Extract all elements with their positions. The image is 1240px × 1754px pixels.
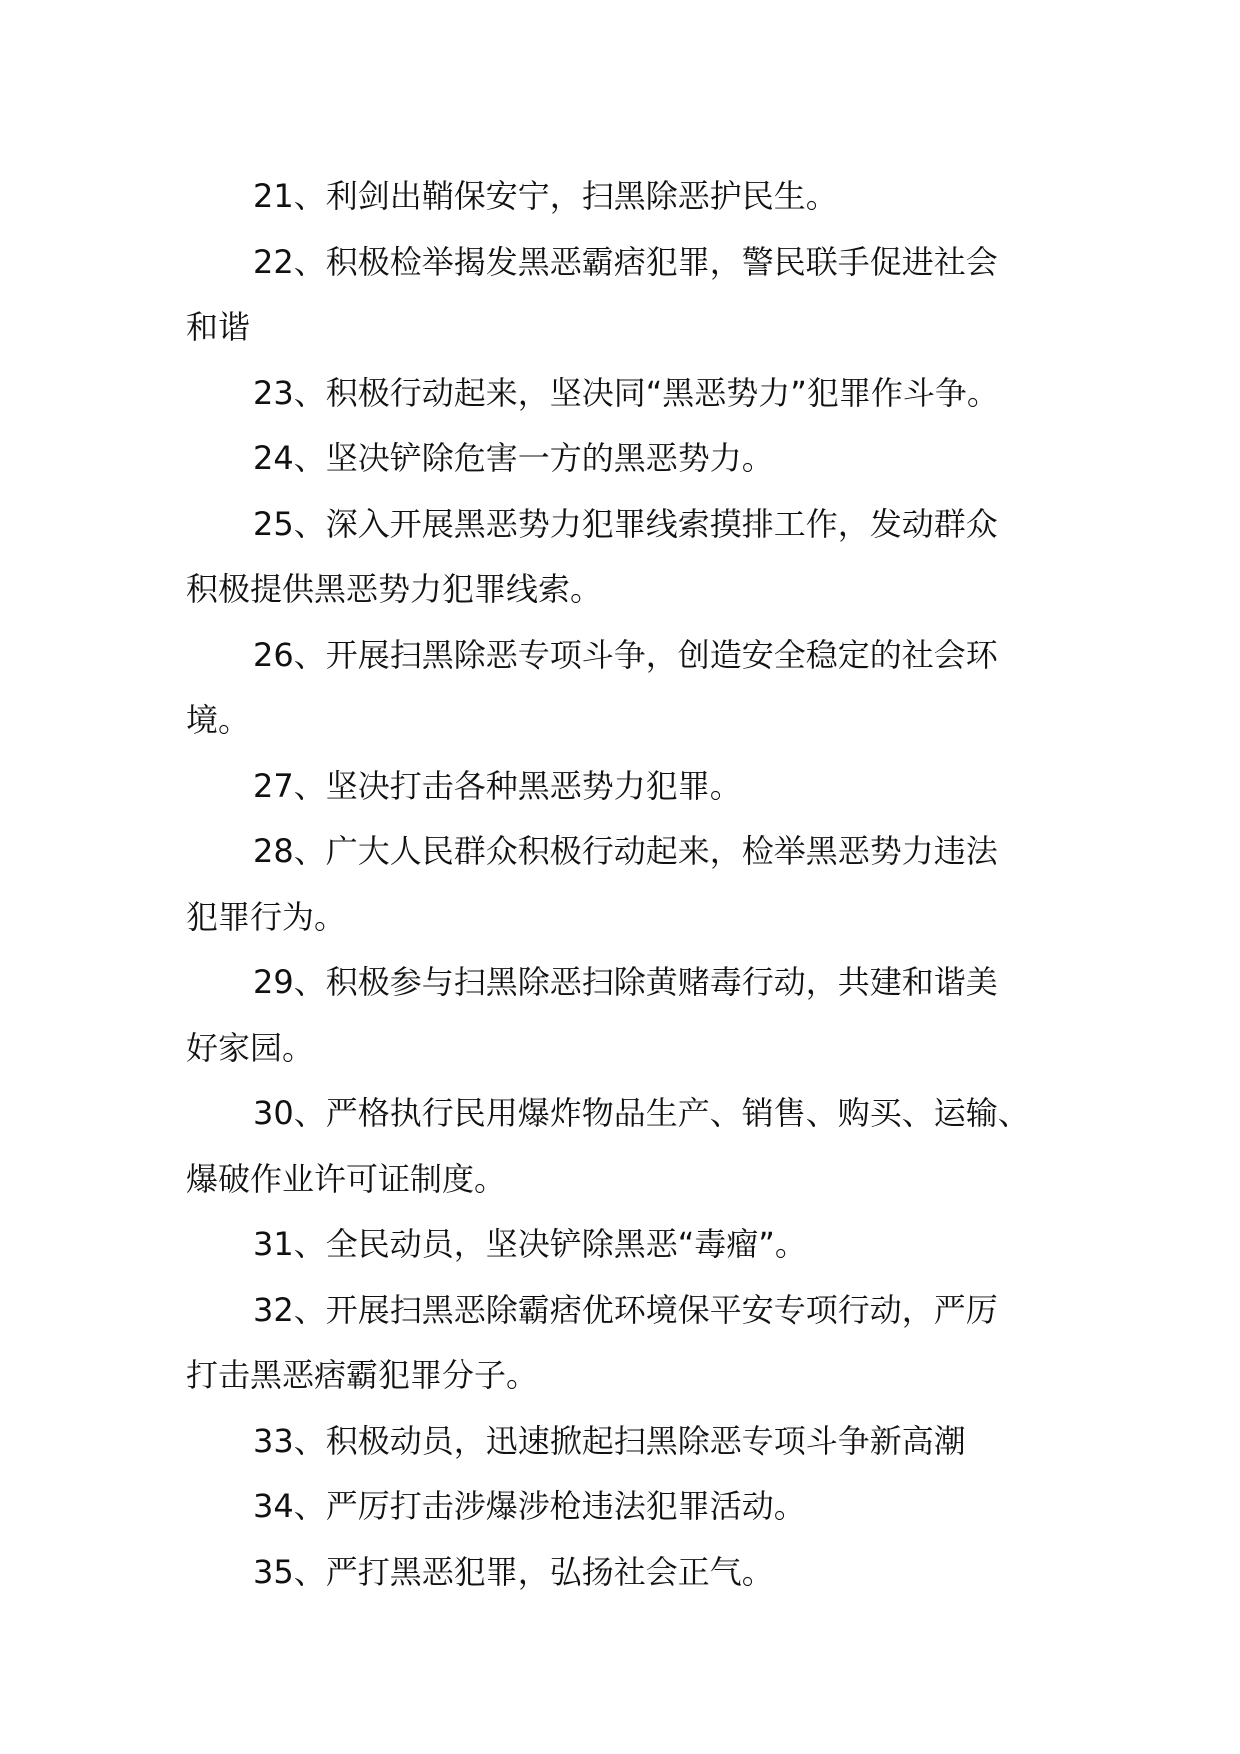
list-item <box>186 1278 1066 1409</box>
item-text-line: 30、严格执行民用爆炸物品生产、销售、购买、运输、 <box>253 1094 1030 1132</box>
item-text-line: 打击黑恶痞霸犯罪分子。 <box>186 1356 539 1394</box>
list-item <box>186 164 1066 230</box>
list-item <box>186 754 1066 820</box>
list-item <box>186 950 1066 1081</box>
item-text-line: 境。 <box>186 701 251 739</box>
item-text-line: 27、坚决打击各种黑恶势力犯罪。 <box>253 766 742 805</box>
item-text-line: 33、积极动员，迅速掀起扫黑除恶专项斗争新高潮 <box>253 1421 966 1460</box>
item-text-line: 25、深入开展黑恶势力犯罪线索摸排工作，发动群众 <box>253 504 998 543</box>
item-text-line: 34、严厉打击涉爆涉枪违法犯罪活动。 <box>253 1487 806 1525</box>
list-item <box>186 426 1066 492</box>
item-text-line: 31、全民动员，坚决铲除黑恶“毒瘤”。 <box>253 1225 807 1263</box>
item-text-line: 28、广大人民群众积极行动起来，检举黑恶势力违法 <box>253 832 998 870</box>
item-text-line: 和谐 <box>186 308 251 346</box>
item-text-line: 好家园。 <box>186 1028 315 1067</box>
item-text-line: 22、积极检举揭发黑恶霸痞犯罪，警民联手促进社会 <box>253 242 998 281</box>
item-text-line: 爆破作业许可证制度。 <box>186 1159 507 1198</box>
list-item <box>186 819 1066 950</box>
item-text-line: 24、坚决铲除危害一方的黑恶势力。 <box>253 439 774 477</box>
item-text-line: 犯罪行为。 <box>186 897 347 936</box>
list-item <box>186 1409 1066 1475</box>
list-item <box>186 1081 1066 1212</box>
item-text-line: 21、利剑出鞘保安宁，扫黑除恶护民生。 <box>253 177 838 215</box>
list-item <box>186 1540 1066 1606</box>
item-text-line: 35、严打黑恶犯罪，弘扬社会正气。 <box>253 1552 774 1591</box>
item-text-line: 29、积极参与扫黑除恶扫除黄赌毒行动，共建和谐美 <box>253 963 998 1001</box>
list-item <box>186 623 1066 754</box>
item-text-line: 23、积极行动起来，坚决同“黑恶势力”犯罪作斗争。 <box>253 373 999 412</box>
list-item <box>186 361 1066 427</box>
item-text-line: 32、开展扫黑恶除霸痞优环境保平安专项行动，严厉 <box>253 1290 998 1329</box>
list-item <box>186 1212 1066 1278</box>
slogan-list <box>186 164 1066 1605</box>
item-text-line: 积极提供黑恶势力犯罪线索。 <box>186 570 603 608</box>
item-text-line: 26、开展扫黑除恶专项斗争，创造安全稳定的社会环 <box>253 635 998 674</box>
list-item <box>186 492 1066 623</box>
list-item <box>186 1474 1066 1540</box>
list-item <box>186 230 1066 361</box>
